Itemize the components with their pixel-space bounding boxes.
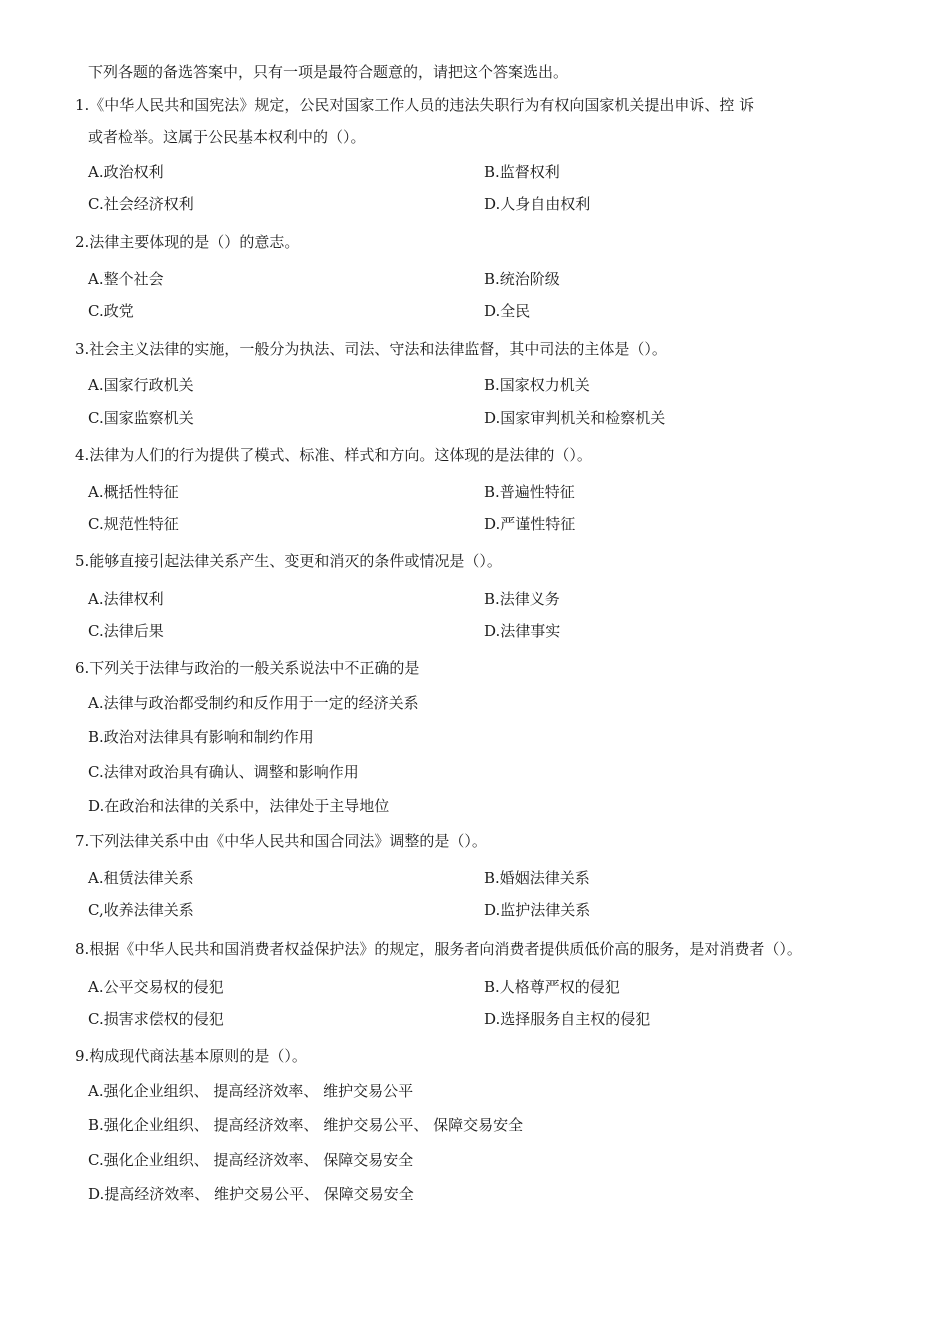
instruction-text: 下列各题的备选答案中，只有一项是最符合题意的，请把这个答案选出。 xyxy=(88,63,569,81)
question-3-option-b: B.国家权力机关 xyxy=(484,376,590,394)
question-6-option-a: A.法律与政治都受制约和反作用于一定的经济关系 xyxy=(88,694,419,712)
question-4-option-c: C.规范性特征 xyxy=(88,515,179,533)
question-8-option-a: A.公平交易权的侵犯 xyxy=(88,978,224,996)
question-7-option-d: D.监护法律关系 xyxy=(484,901,591,919)
question-7-option-b: B.婚姻法律关系 xyxy=(484,869,590,887)
question-6-option-d: D.在政治和法律的关系中，法律处于主导地位 xyxy=(88,797,390,815)
question-5-option-c: C.法律后果 xyxy=(88,622,164,640)
question-4-option-a: A.概括性特征 xyxy=(88,483,179,501)
question-5-stem: 5.能够直接引起法律关系产生、变更和消灭的条件或情况是（）。 xyxy=(75,552,502,570)
question-6-option-b: B.政治对法律具有影响和制约作用 xyxy=(88,728,314,746)
question-1-option-b: B.监督权利 xyxy=(484,163,560,181)
question-1-stem-continued: 或者检举。这属于公民基本权利中的（）。 xyxy=(88,128,366,146)
question-4-stem: 4.法律为人们的行为提供了模式、标准、样式和方向。这体现的是法律的（）。 xyxy=(75,446,592,464)
question-1-option-a: A.政治权利 xyxy=(88,163,164,181)
question-1-stem: 1.《中华人民共和国宪法》规定，公民对国家工作人员的违法失职行为有权向国家机关提出申诉、控 诉 xyxy=(75,96,755,114)
question-9-option-a: A.强化企业组织、 提高经济效率、 维护交易公平 xyxy=(88,1082,414,1100)
question-8-option-d: D.选择服务自主权的侵犯 xyxy=(484,1010,651,1028)
question-1-option-d: D.人身自由权利 xyxy=(484,195,591,213)
question-5-option-b: B.法律义务 xyxy=(484,590,560,608)
question-2-option-c: C.政党 xyxy=(88,302,134,320)
question-3-option-a: A.国家行政机关 xyxy=(88,376,194,394)
question-4-option-d: D.严谨性特征 xyxy=(484,515,576,533)
question-8-option-b: B.人格尊严权的侵犯 xyxy=(484,978,620,996)
question-7-option-c: C,收养法律关系 xyxy=(88,901,194,919)
question-5-option-a: A.法律权利 xyxy=(88,590,164,608)
question-2-option-a: A.整个社会 xyxy=(88,270,164,288)
question-9-option-c: C.强化企业组织、 提高经济效率、 保障交易安全 xyxy=(88,1151,414,1169)
question-1-option-c: C.社会经济权利 xyxy=(88,195,194,213)
question-4-option-b: B.普遍性特征 xyxy=(484,483,575,501)
question-6-option-c: C.法律对政治具有确认、调整和影响作用 xyxy=(88,763,359,781)
question-3-option-d: D.国家审判机关和检察机关 xyxy=(484,409,666,427)
question-5-option-d: D.法律事实 xyxy=(484,622,561,640)
question-9-option-b: B.强化企业组织、 提高经济效率、 维护交易公平、 保障交易安全 xyxy=(88,1116,524,1134)
question-8-option-c: C.损害求偿权的侵犯 xyxy=(88,1010,224,1028)
question-7-stem: 7.下列法律关系中由《中华人民共和国合同法》调整的是（）。 xyxy=(75,832,487,850)
question-2-stem: 2.法律主要体现的是（）的意志。 xyxy=(75,233,300,251)
question-7-option-a: A.租赁法律关系 xyxy=(88,869,194,887)
question-2-option-b: B.统治阶级 xyxy=(484,270,560,288)
question-9-stem: 9.构成现代商法基本原则的是（）。 xyxy=(75,1047,307,1065)
question-6-stem: 6.下列关于法律与政治的一般关系说法中不正确的是 xyxy=(75,659,420,677)
question-3-option-c: C.国家监察机关 xyxy=(88,409,194,427)
question-2-option-d: D.全民 xyxy=(484,302,531,320)
question-3-stem: 3.社会主义法律的实施，一般分为执法、司法、守法和法律监督，其中司法的主体是（）。 xyxy=(75,340,667,358)
question-9-option-d: D.提高经济效率、 维护交易公平、 保障交易安全 xyxy=(88,1185,414,1203)
question-8-stem: 8.根据《中华人民共和国消费者权益保护法》的规定，服务者向消费者提供质低价高的服务，是对消费者（）。 xyxy=(75,940,802,958)
